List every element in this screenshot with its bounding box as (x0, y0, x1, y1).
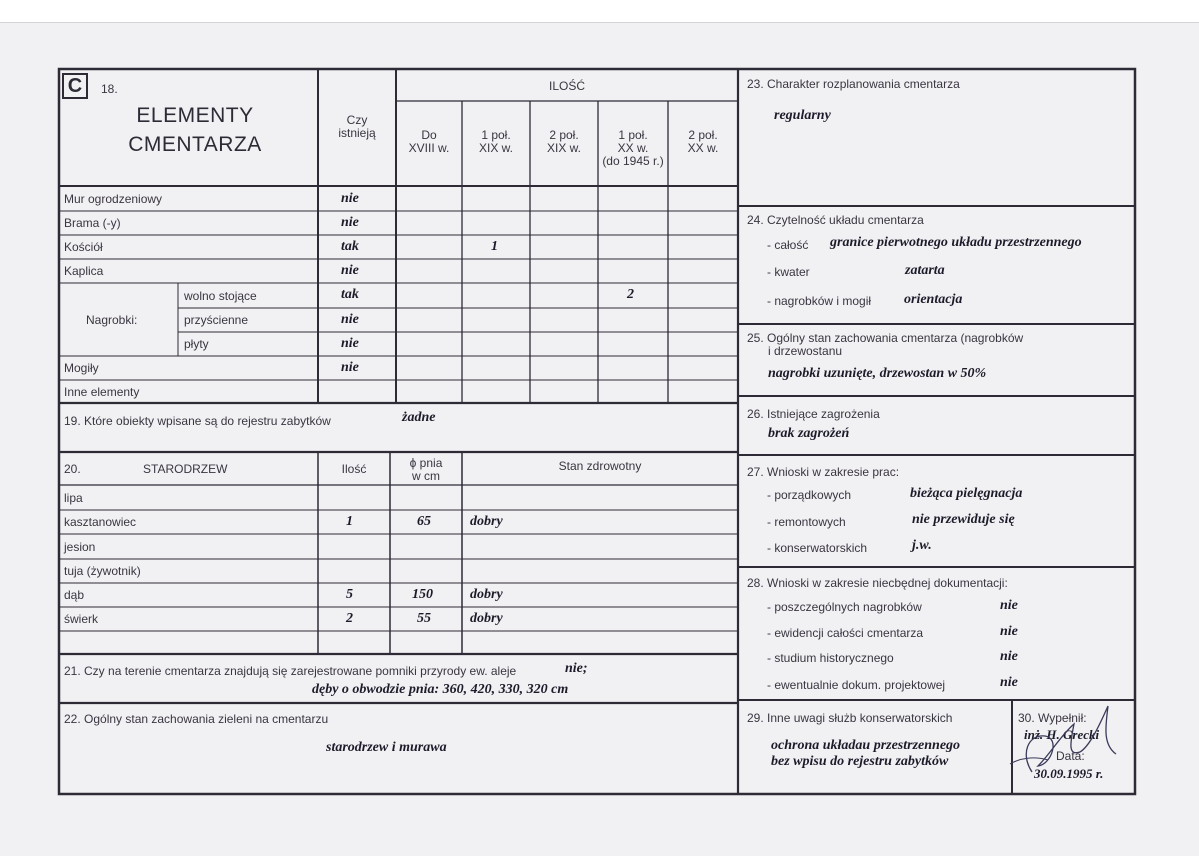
period-1-line2: XVIII w. (408, 141, 450, 155)
period-4-line2: XX w. (617, 141, 649, 155)
q27-item-label-cleanup: - porządkowych (767, 488, 852, 502)
q28-item-answer-project: nie (1000, 675, 1018, 690)
period-3-line2: XIX w. (546, 141, 581, 155)
tree-diam-kasztanowiec: 65 (417, 514, 431, 529)
trees-header-name: STARODRZEW (143, 462, 228, 476)
exists-gate: nie (341, 215, 359, 230)
q19-label: 19. Które obiekty wpisane są do rejestru zabytków (64, 414, 331, 428)
q19-answer: żadne (402, 410, 436, 425)
row-label-graves: Mogiły (64, 361, 99, 375)
q29-label: 29. Inne uwagi służb konserwatorskich (747, 711, 953, 725)
q25-answer: nagrobki uzunięte, drzewostan w 50% (768, 366, 987, 381)
section-c-badge: C (62, 73, 88, 99)
tree-name-jesion: jesion (64, 540, 96, 554)
row-label-church: Kościół (64, 240, 103, 254)
exists-header-line2: istnieją (338, 126, 376, 140)
q28-item-answer-inventory: nie (1000, 624, 1018, 639)
count-freestanding: 2 (627, 287, 634, 302)
period-5-line2: XX w. (687, 141, 719, 155)
q28-label: 28. Wnioski w zakresie niecbędnej dokumentacji: (747, 576, 1008, 590)
row-label-wall: Mur ogrodzeniowy (64, 192, 163, 206)
exists-freestanding: tak (341, 287, 359, 302)
handwritten-signature (990, 694, 1130, 784)
q21-answer-line1: nie; (565, 661, 588, 676)
q29-answer-line2: bez wpisu do rejestru zabytków (771, 754, 949, 769)
period-3-line1: 2 poł. (549, 128, 579, 142)
q24-item-label-tombs: - nagrobków i mogił (767, 294, 872, 308)
row-label-other: Inne elementy (64, 385, 140, 399)
q27-item-label-conservation: - konserwatorskich (767, 541, 868, 555)
exists-header-line1: Czy (346, 113, 368, 127)
q20-number: 20. (64, 462, 81, 476)
q24-item-label-quarters: - kwater (767, 265, 810, 279)
q26-answer: brak zagrożeń (768, 426, 850, 441)
quantity-header: ILOŚĆ (548, 79, 585, 93)
q27-label: 27. Wnioski w zakresie prac: (747, 465, 900, 479)
q24-item-answer-whole: granice pierwotnego układu przestrzennego (830, 235, 1082, 250)
trees-header-count: Ilość (341, 462, 367, 476)
q30-date-label: Data: (1056, 749, 1085, 763)
q28-item-answer-tombs: nie (1000, 598, 1018, 613)
q24-item-label-whole: - całość (767, 238, 809, 252)
q22-label: 22. Ogólny stan zachowania zieleni na cmentarzu (64, 712, 329, 726)
tree-count-kasztanowiec: 1 (346, 514, 353, 529)
q22-answer: starodrzew i murawa (326, 740, 447, 755)
q23-answer: regularny (774, 108, 831, 123)
q28-item-label-history: - studium historycznego (767, 651, 894, 665)
period-5-line1: 2 poł. (688, 128, 718, 142)
exists-graves: nie (341, 360, 359, 375)
exists-wall-mounted: nie (341, 312, 359, 327)
q21-answer-line2: dęby o obwodzie pnia: 360, 420, 330, 320 cm (312, 682, 569, 697)
q28-item-label-tombs: - poszczególnych nagrobków (767, 600, 922, 614)
q29-answer-line1: ochrona układau przestrzennego (771, 738, 961, 753)
elements-title-line1: ELEMENTY (136, 104, 254, 127)
q28-item-answer-history: nie (1000, 649, 1018, 664)
tree-name-tuja: tuja (żywotnik) (64, 564, 141, 578)
tree-name-dab: dąb (64, 588, 85, 602)
q24-label: 24. Czytelność układu cmentarza (747, 213, 924, 227)
tree-count-dab: 5 (346, 587, 353, 602)
trees-header-diam-line2: w cm (412, 469, 440, 483)
period-1-line1: Do (421, 128, 437, 142)
tree-health-kasztanowiec: dobry (470, 514, 503, 529)
row-label-wall-mounted: przyścienne (184, 313, 249, 327)
tombstones-group-label: Nagrobki: (86, 313, 138, 327)
exists-church: tak (341, 239, 359, 254)
row-label-freestanding: wolno stojące (184, 289, 257, 303)
tree-name-swierk: świerk (64, 612, 99, 626)
row-label-chapel: Kaplica (64, 264, 104, 278)
exists-slabs: nie (341, 336, 359, 351)
q30-filled-by-name: inż. H. Grecki (1024, 727, 1100, 742)
q28-item-label-project: - ewentualnie dokum. projektowej (767, 678, 946, 692)
q23-label: 23. Charakter rozplanowania cmentarza (747, 77, 960, 91)
q30-label: 30. Wypełnił: (1018, 711, 1087, 725)
tree-diam-swierk: 55 (417, 611, 431, 626)
q24-item-answer-quarters: zatarta (905, 263, 945, 278)
tree-count-swierk: 2 (346, 611, 353, 626)
q30-date: 30.09.1995 r. (1034, 766, 1104, 781)
elements-title-line2: CMENTARZA (128, 133, 262, 156)
section-18-number: 18. (101, 82, 118, 96)
tree-health-dab: dobry (470, 587, 503, 602)
row-label-gate: Brama (-y) (64, 216, 121, 230)
q28-item-label-inventory: - ewidencji całości cmentarza (767, 626, 924, 640)
count-church: 1 (491, 239, 498, 254)
tree-name-lipa: lipa (64, 491, 83, 505)
q25-label-line1: 25. Ogólny stan zachowania cmentarza (nagrobków (747, 331, 1024, 345)
q26-label: 26. Istniejące zagrożenia (747, 407, 880, 421)
tree-name-kasztanowiec: kasztanowiec (64, 515, 137, 529)
period-2-line2: XIX w. (478, 141, 513, 155)
q24-item-answer-tombs: orientacja (904, 292, 963, 307)
row-label-slabs: płyty (184, 337, 209, 351)
exists-wall: nie (341, 191, 359, 206)
trees-header-diam-line1: ϕ pnia (409, 456, 443, 470)
q25-label-line2: i drzewostanu (768, 344, 843, 358)
period-4-line3: (do 1945 r.) (602, 154, 664, 168)
tree-diam-dab: 150 (412, 587, 433, 602)
q27-item-answer-repair: nie przewiduje się (912, 512, 1015, 527)
q27-item-answer-conservation: j.w. (912, 538, 932, 553)
exists-chapel: nie (341, 263, 359, 278)
period-2-line1: 1 poł. (481, 128, 511, 142)
period-4-line1: 1 poł. (618, 128, 648, 142)
q27-item-answer-cleanup: bieżąca pielęgnacja (910, 486, 1023, 501)
q27-item-label-repair: - remontowych (767, 515, 846, 529)
trees-header-health: Stan zdrowotny (558, 459, 642, 473)
tree-health-swierk: dobry (470, 611, 503, 626)
q21-label: 21. Czy na terenie cmentarza znajdują się zarejestrowane pomniki przyrody ew. aleje (64, 664, 517, 678)
